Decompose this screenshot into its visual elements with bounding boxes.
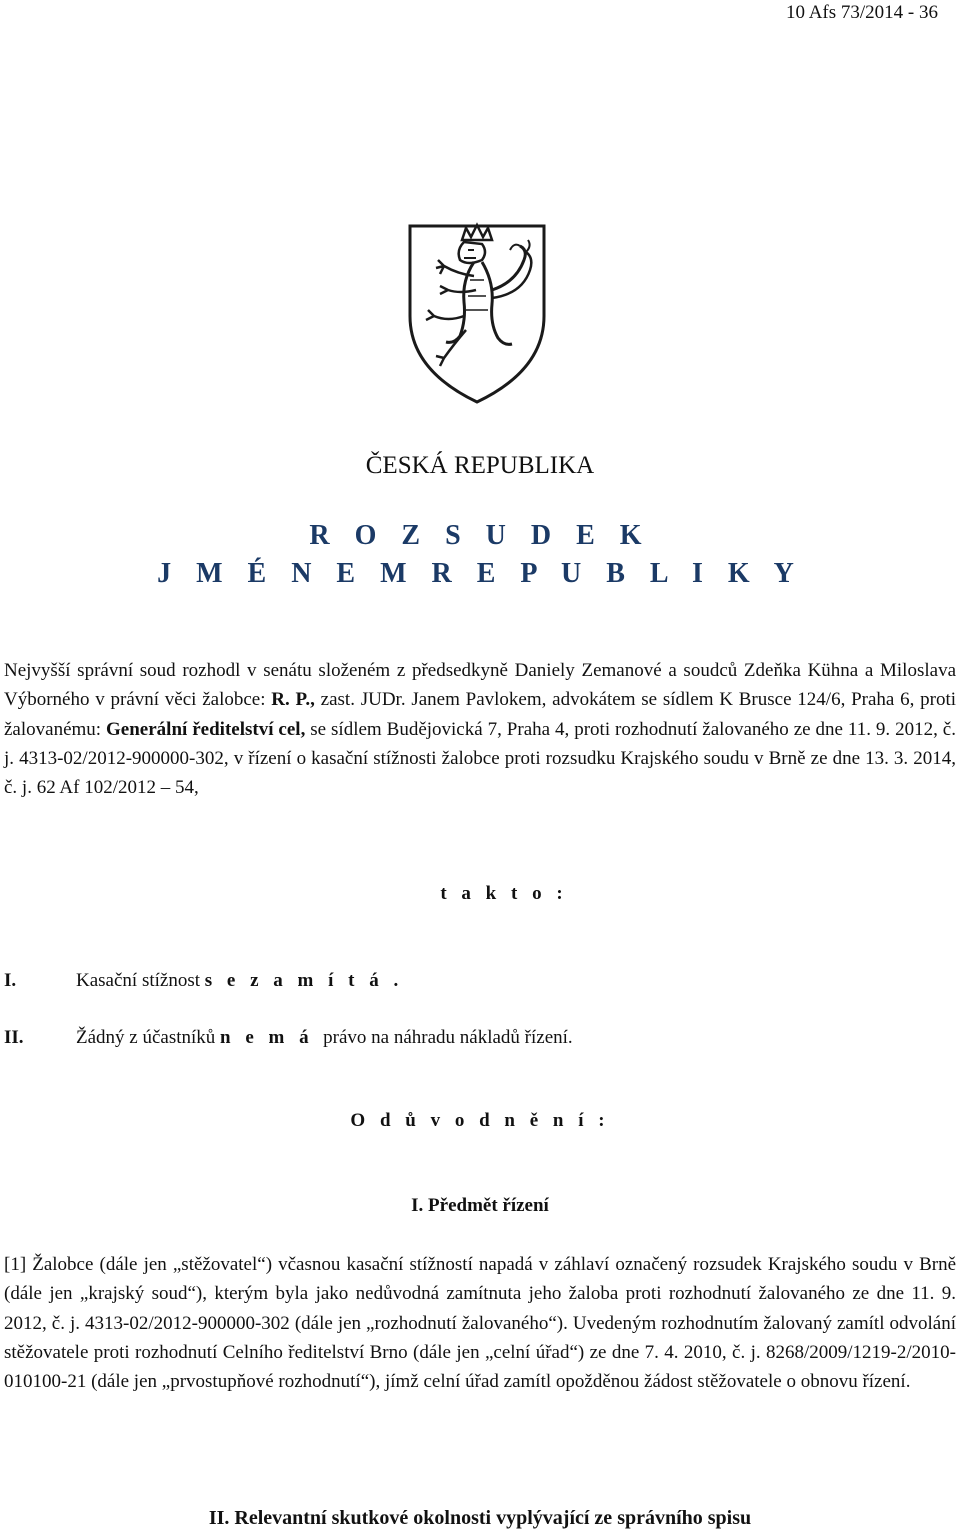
- paragraph-text: [1] Žalobce (dále jen „stěžovatel“) včasnou kasační stížností napadá v záhlaví označený rozsudek Krajského soudu v Brně (dále jen „krajský soud“), kterým byla jako nedůvodná zamítnuta jeho žaloba proti rozhodnutí žalovaného ze dne 11. 9. 2012, č. j. 4313-02/2012-900000-302 (dále jen „rozhodnutí žalovaného“). Uvedeným rozhodnutím žalovaný zamítl odvolání stěžovatele proti rozhodnutí Celního ředitelství Brno (dále jen „celní úřad“) ze dne 7. 4. 2010, č. j. 8268/2009/1219-2/2010-010100-21 (dále jen „prvostupňové rozhodnutí“), jímž celní úřad zamítl opožděnou žádost stěžovatele o obnovu řízení.: [4, 1254, 956, 1393]
- takto-heading: t a k t o :: [440, 883, 568, 904]
- section-heading-2: II. Relevantní skutkové okolnosti vyplývající ze správního spisu: [208, 1507, 752, 1529]
- section-heading-1: I. Předmět řízení: [411, 1195, 549, 1216]
- plaintiff-name: R. P.,: [271, 689, 315, 711]
- intro-text-2: zast. JUDr. Janem Pavlokem, advokátem se sídlem K Brusce 124/6, Praha 6, proti žalovanému:: [4, 689, 956, 740]
- intro-paragraph: [4, 656, 956, 802]
- judgment-subtitle: J M É N E M R E P U B L I K Y: [157, 558, 803, 589]
- reasoning-paragraph-1: [4, 1250, 956, 1396]
- verdict-item: [4, 1027, 573, 1049]
- verdict-number: II.: [4, 1027, 24, 1048]
- verdict-text: Kasační stížnost: [76, 970, 205, 991]
- defendant-name: Generální ředitelství cel,: [106, 718, 306, 740]
- judgment-title: R O Z S U D E K: [309, 520, 651, 551]
- verdict-text: Žádný z účastníků: [76, 1027, 221, 1048]
- reasoning-heading: O d ů v o d n ě n í :: [350, 1110, 610, 1131]
- country-heading: ČESKÁ REPUBLIKA: [365, 452, 595, 479]
- verdict-number: I.: [4, 970, 17, 991]
- verdict-emphasis: s e z a m í t á .: [204, 970, 404, 991]
- verdict-item: [4, 970, 403, 992]
- coat-of-arms-emblem: [404, 220, 550, 406]
- case-number: 10 Afs 73/2014 - 36: [786, 2, 938, 23]
- intro-text-1: Nejvyšší správní soud rozhodl v senátu složeném z předsedkyně Daniely Zemanové a soudců Zdeňka Kühna a Miloslava Výborného v právní věci žalobce:: [4, 660, 956, 711]
- verdict-emphasis: n e m á: [220, 1027, 314, 1048]
- verdict-tail: právo na náhradu nákladů řízení.: [313, 1027, 573, 1048]
- intro-text-3: se sídlem Budějovická 7, Praha 4, proti rozhodnutí žalovaného ze dne 11. 9. 2012, č. j. 4313-02/2012-900000-302, v řízení o kasační stížnosti žalobce proti rozsudku Krajského soudu v Brně ze dne 13. 3. 2014, č. j. 62 Af 102/2012 – 54,: [4, 718, 956, 799]
